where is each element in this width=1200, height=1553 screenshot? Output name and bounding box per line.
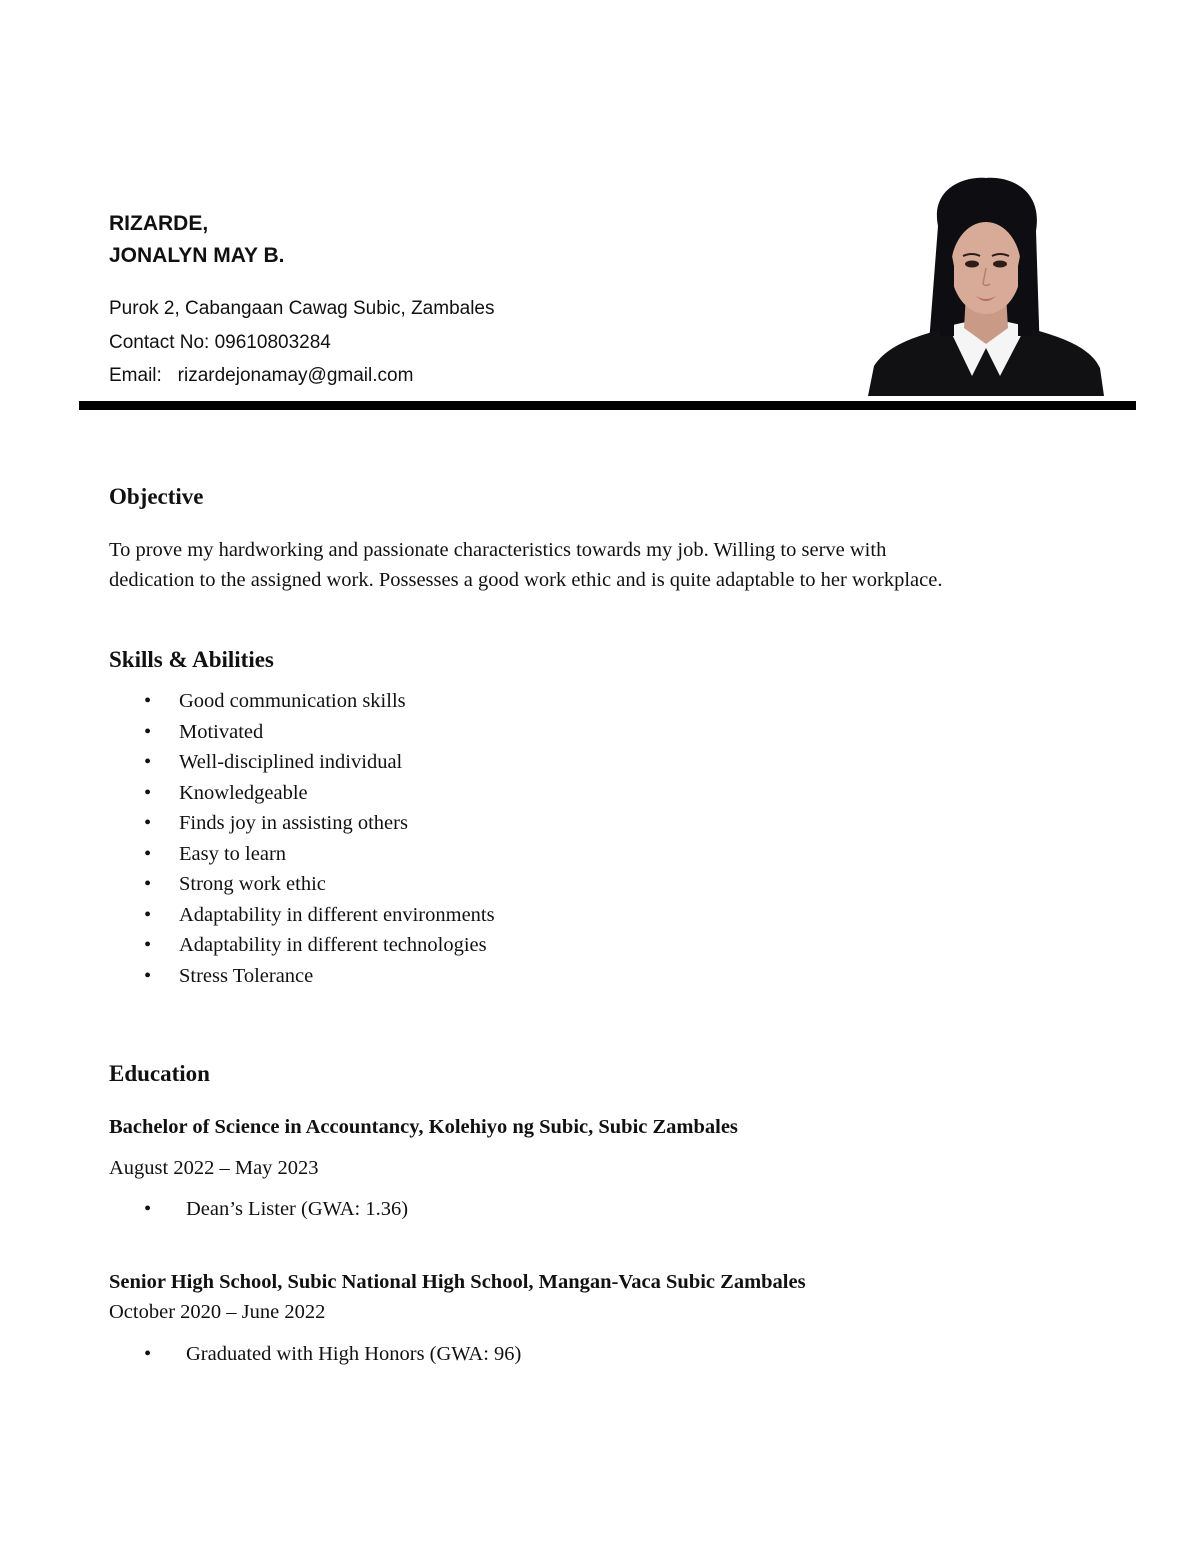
list-item — [0, 839, 495, 870]
profile-photo-portrait — [868, 176, 1104, 396]
bullet-icon: • — [144, 781, 152, 804]
list-item — [0, 686, 495, 717]
contact-label: Contact No: — [109, 331, 210, 353]
objective-text — [109, 535, 1109, 595]
list-item — [0, 930, 495, 961]
list-item — [0, 717, 495, 748]
skill-label: Knowledgeable — [179, 781, 308, 804]
education-degree-1: Bachelor of Science in Accountancy, Kolehiyo ng Subic, Subic Zambales — [109, 1116, 738, 1138]
last-name: RIZARDE, — [109, 212, 209, 235]
objective-heading: Objective — [109, 484, 204, 509]
skill-label: Strong work ethic — [179, 873, 326, 895]
bullet-icon: • — [144, 751, 152, 773]
education-note-1 — [144, 1198, 409, 1221]
bullet-icon: • — [144, 690, 152, 712]
contact-number — [109, 326, 495, 360]
education-degree-2: Senior High School, Subic National High School, Mangan-Vaca Subic Zambales — [109, 1271, 806, 1293]
list-item — [0, 808, 495, 839]
skill-label: Easy to learn — [179, 842, 287, 865]
header-divider — [79, 401, 1136, 410]
email-value: rizardejonamay@gmail.com — [177, 365, 414, 386]
contact-block — [109, 292, 495, 393]
education-note-2 — [144, 1343, 522, 1366]
objective-line-1: To prove my hardworking and passionate characteristics towards my job. Willing to serve with — [109, 539, 887, 561]
email — [109, 359, 495, 393]
list-item — [0, 900, 495, 931]
skills-list — [0, 686, 495, 991]
education-heading: Education — [109, 1061, 210, 1086]
skill-label: Motivated — [179, 720, 264, 743]
list-item — [0, 778, 495, 809]
bullet-icon: • — [144, 842, 152, 865]
education-note-text-1: Dean’s Lister (GWA: 1.36) — [186, 1198, 409, 1220]
education-note-text-2: Graduated with High Honors (GWA: 96) — [186, 1343, 522, 1365]
skill-label: Adaptability in different environments — [179, 903, 495, 926]
bullet-icon: • — [144, 964, 152, 987]
bullet-icon: • — [144, 720, 152, 743]
skills-heading: Skills & Abilities — [109, 647, 274, 672]
skill-label: Well-disciplined individual — [179, 751, 403, 773]
applicant-name — [109, 208, 284, 272]
bullet-icon: • — [144, 873, 152, 895]
skill-label: Adaptability in different technologies — [179, 934, 487, 956]
skill-label: Good communication skills — [179, 690, 406, 712]
list-item — [0, 747, 495, 778]
education-dates-2: October 2020 – June 2022 — [109, 1301, 326, 1323]
education-dates-1: August 2022 – May 2023 — [109, 1157, 319, 1179]
list-item — [0, 869, 495, 900]
bullet-icon: • — [144, 812, 152, 834]
contact-value: 09610803284 — [214, 331, 331, 353]
first-name: JONALYN MAY B. — [109, 244, 285, 267]
profile-photo — [868, 176, 1104, 396]
skill-label: Finds joy in assisting others — [179, 812, 408, 834]
bullet-icon: • — [144, 1198, 152, 1220]
bullet-icon: • — [144, 934, 152, 956]
email-label: Email: — [109, 365, 162, 386]
address: Purok 2, Cabangaan Cawag Subic, Zambales — [109, 298, 495, 319]
bullet-icon: • — [144, 903, 152, 926]
bullet-icon: • — [144, 1343, 152, 1365]
list-item — [0, 961, 495, 992]
objective-line-2: dedication to the assigned work. Possesses a good work ethic and is quite adaptable to her workplace. — [109, 569, 943, 591]
skill-label: Stress Tolerance — [179, 964, 314, 987]
